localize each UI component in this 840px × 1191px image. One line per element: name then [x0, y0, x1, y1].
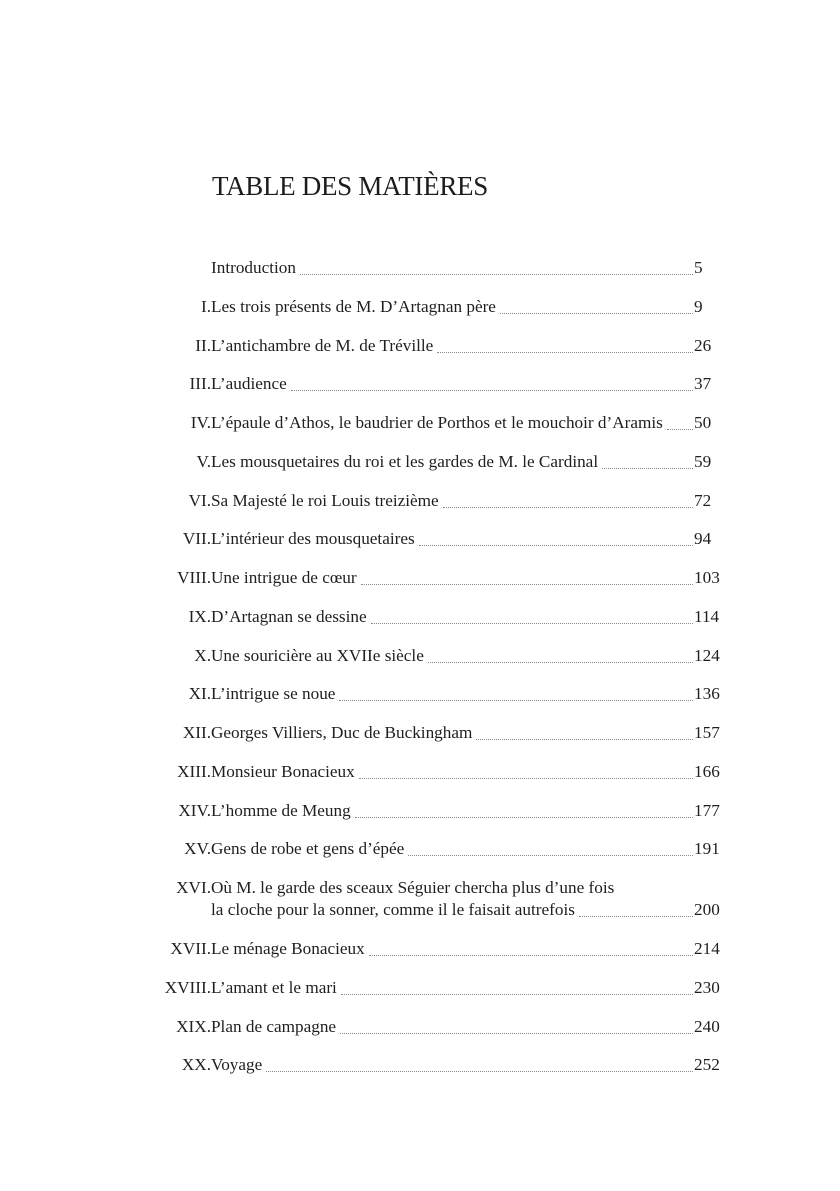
toc-entry-body — [211, 373, 722, 395]
toc-entry-body — [211, 1054, 722, 1076]
table-of-contents — [150, 257, 722, 1093]
chapter-title: Une intrigue de cœur — [211, 568, 357, 587]
chapter-title: Introduction — [211, 258, 296, 277]
dot-leader — [428, 661, 693, 663]
chapter-numeral: XII. — [182, 723, 211, 742]
chapter-title: Gens de robe et gens d’épée — [211, 839, 405, 859]
toc-line — [211, 606, 722, 628]
page-number: 124 — [694, 645, 720, 665]
page-number: 136 — [694, 684, 720, 704]
dot-leader — [266, 1070, 693, 1072]
chapter-numeral: XIII. — [177, 761, 211, 781]
toc-entry — [150, 683, 722, 722]
chapter-numeral: XX. — [181, 1055, 211, 1075]
toc-entry-body — [211, 296, 722, 318]
chapter-title: D’Artagnan se dessine — [211, 606, 367, 626]
dot-leader — [579, 915, 693, 917]
toc-line — [211, 296, 722, 318]
chapter-title: Georges Villiers, Duc de Buckingham — [211, 723, 473, 742]
page-number: 103 — [694, 568, 720, 587]
dot-leader — [419, 544, 693, 546]
toc-line — [211, 645, 722, 667]
toc-entry — [150, 877, 722, 938]
toc-entry-body — [211, 490, 722, 512]
toc-line — [211, 451, 722, 473]
page-number: 59 — [694, 451, 712, 471]
page-number: 9 — [694, 296, 703, 316]
page-number: 94 — [694, 529, 712, 549]
chapter-title: Monsieur Bonacieux — [211, 761, 355, 781]
toc-entry-body — [211, 606, 722, 628]
dot-leader — [476, 738, 693, 740]
toc-entry-body — [211, 1016, 722, 1038]
chapter-numeral: XIV. — [178, 800, 211, 820]
chapter-title: L’épaule d’Athos, le baudrier de Porthos et le mouchoir d’Aramis — [211, 413, 663, 432]
page-number: 50 — [694, 413, 712, 432]
chapter-title: Sa Majesté le roi Louis treizième — [211, 490, 439, 510]
toc-entry — [150, 335, 722, 374]
toc-entry — [150, 490, 722, 529]
chapter-numeral: X. — [194, 645, 211, 665]
dot-leader — [340, 1032, 693, 1034]
toc-line — [211, 977, 722, 999]
toc-entry — [150, 1016, 722, 1055]
toc-entry — [150, 257, 722, 296]
chapter-numeral: II. — [195, 335, 211, 355]
toc-entry — [150, 412, 722, 451]
chapter-numeral: VII. — [182, 529, 211, 549]
toc-entry-body — [211, 977, 722, 999]
chapter-title: L’intrigue se noue — [211, 684, 336, 704]
toc-line — [211, 490, 722, 512]
dot-leader — [300, 273, 693, 275]
dot-leader — [437, 351, 693, 353]
dot-leader — [339, 699, 693, 701]
chapter-title: L’intérieur des mousquetaires — [211, 529, 415, 549]
toc-line — [211, 800, 722, 822]
chapter-title: Les trois présents de M. D’Artagnan père — [211, 296, 496, 316]
toc-entry-body — [211, 412, 722, 434]
toc-entry — [150, 722, 722, 761]
toc-entry-body — [211, 683, 722, 705]
chapter-numeral: XI. — [188, 684, 211, 704]
page-number: 5 — [694, 258, 703, 277]
toc-line — [211, 257, 722, 279]
chapter-numeral: III. — [189, 374, 211, 394]
toc-entry-body — [211, 761, 722, 783]
toc-entry — [150, 296, 722, 335]
toc-line — [211, 1016, 722, 1038]
toc-entry — [150, 938, 722, 977]
chapter-title: Voyage — [211, 1055, 263, 1075]
chapter-title: L’homme de Meung — [211, 800, 351, 820]
chapter-title: Les mousquetaires du roi et les gardes de M. le Cardinal — [211, 451, 599, 471]
dot-leader — [359, 777, 693, 779]
dot-leader — [355, 816, 693, 818]
chapter-numeral: XVIII. — [164, 977, 211, 997]
toc-entry — [150, 373, 722, 412]
page-number: 214 — [694, 939, 720, 958]
chapter-numeral: XVI. — [176, 878, 211, 897]
dot-leader — [369, 954, 693, 956]
dot-leader — [408, 854, 693, 856]
chapter-numeral: VI. — [188, 490, 211, 510]
chapter-title: Plan de campagne — [211, 1016, 337, 1036]
toc-entry-body — [211, 877, 722, 921]
dot-leader — [341, 993, 693, 995]
chapter-title: L’amant et le mari — [211, 977, 337, 997]
toc-line — [211, 938, 722, 960]
chapter-numeral: XIX. — [176, 1016, 211, 1036]
toc-entry — [150, 528, 722, 567]
chapter-numeral: V. — [196, 451, 211, 471]
toc-entry-body — [211, 257, 722, 279]
chapter-title: la cloche pour la sonner, comme il le faisait autrefois — [211, 900, 575, 919]
toc-entry-body — [211, 800, 722, 822]
chapter-title-line: Où M. le garde des sceaux Séguier chercha plus d’une fois — [211, 878, 615, 897]
chapter-numeral: XVII. — [170, 939, 211, 958]
toc-entry — [150, 451, 722, 490]
toc-entry — [150, 761, 722, 800]
page-number: 72 — [694, 490, 712, 510]
chapter-numeral: IV. — [190, 413, 211, 432]
toc-line — [211, 761, 722, 783]
toc-line — [211, 683, 722, 705]
dot-leader — [371, 622, 693, 624]
toc-line — [211, 335, 722, 357]
page-number: 252 — [694, 1055, 720, 1075]
toc-entry-body — [211, 451, 722, 473]
toc-entry-body — [211, 528, 722, 550]
dot-leader — [443, 506, 693, 508]
dot-leader — [667, 428, 693, 430]
toc-line — [211, 567, 722, 589]
toc-entry-body — [211, 722, 722, 744]
page-number: 200 — [694, 900, 720, 919]
dot-leader — [361, 583, 693, 585]
toc-line — [211, 1054, 722, 1076]
dot-leader — [291, 389, 693, 391]
toc-line — [211, 899, 722, 921]
toc-entry — [150, 567, 722, 606]
toc-entry-body — [211, 335, 722, 357]
chapter-title: L’audience — [211, 374, 287, 394]
toc-line — [211, 528, 722, 550]
chapter-title: Une souricière au XVIIe siècle — [211, 645, 424, 665]
toc-entry — [150, 977, 722, 1016]
dot-leader — [500, 312, 693, 314]
toc-line — [211, 373, 722, 395]
page-title: TABLE DES MATIÈRES — [212, 171, 488, 201]
toc-entry — [150, 606, 722, 645]
page-number: 230 — [694, 977, 720, 997]
toc-line — [211, 412, 722, 434]
toc-entry — [150, 800, 722, 839]
toc-entry-body — [211, 567, 722, 589]
page-number: 157 — [694, 723, 720, 742]
chapter-numeral: IX. — [188, 606, 211, 626]
chapter-numeral: VIII. — [177, 568, 211, 587]
page-number: 114 — [694, 606, 720, 626]
toc-entry — [150, 1054, 722, 1093]
toc-line — [211, 838, 722, 860]
toc-entry-body — [211, 838, 722, 860]
toc-entry-body — [211, 938, 722, 960]
page-number: 166 — [694, 761, 720, 781]
chapter-numeral: I. — [200, 296, 211, 316]
chapter-title: Le ménage Bonacieux — [211, 939, 365, 958]
dot-leader — [602, 467, 693, 469]
toc-entry-body — [211, 645, 722, 667]
toc-entry — [150, 838, 722, 877]
page-number: 177 — [694, 800, 720, 820]
page-number: 26 — [694, 335, 712, 355]
toc-entry — [150, 645, 722, 684]
page-number: 240 — [694, 1016, 720, 1036]
chapter-title: L’antichambre de M. de Tréville — [211, 335, 434, 355]
chapter-numeral: XV. — [184, 839, 211, 859]
page-number: 37 — [694, 374, 712, 394]
page-number: 191 — [694, 839, 720, 859]
toc-line — [211, 722, 722, 744]
